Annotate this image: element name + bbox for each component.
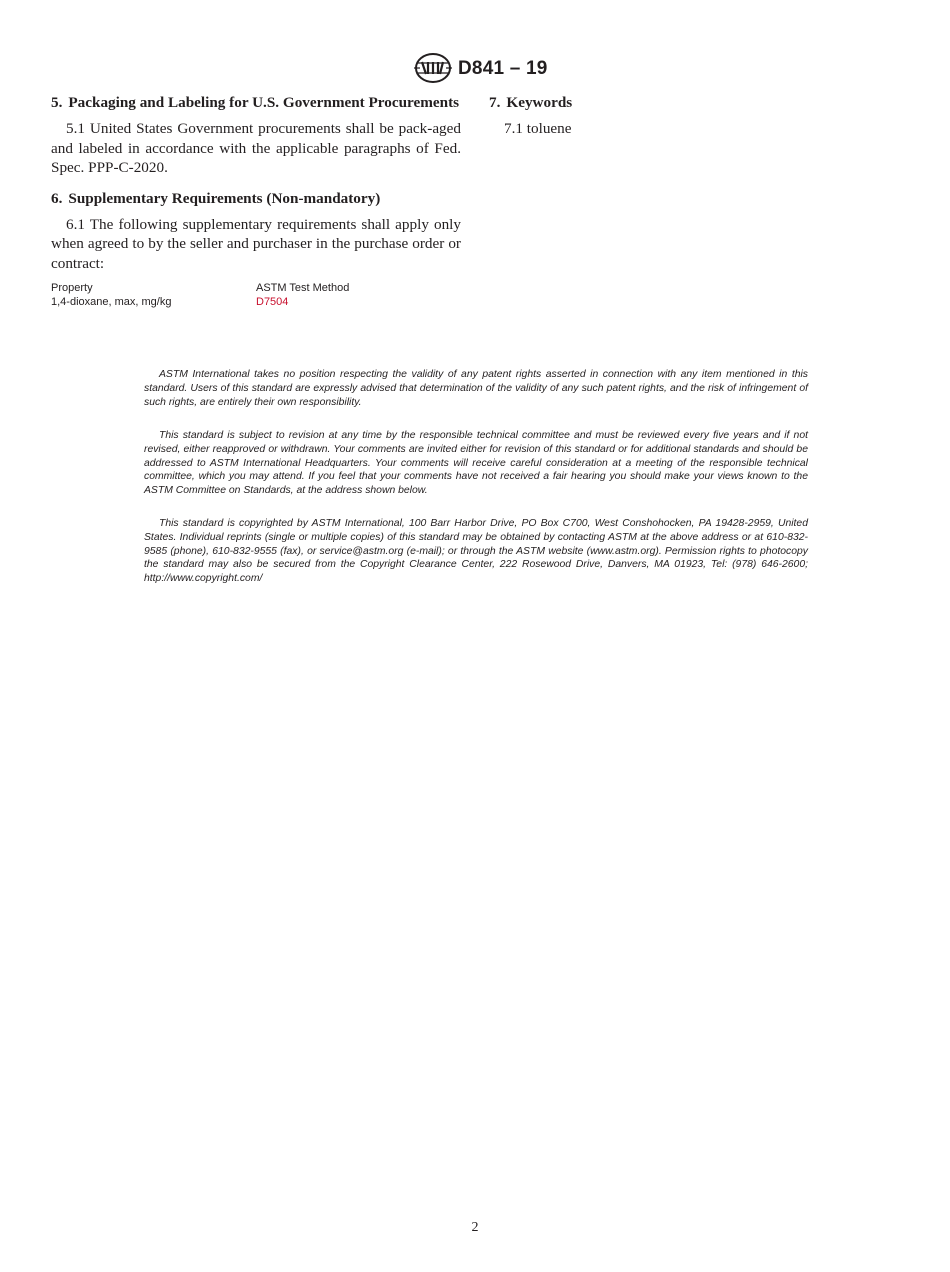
section-6-heading	[51, 189, 461, 208]
table-cell-test-method-link[interactable]: D7504	[256, 296, 289, 308]
section-7-paragraph: 7.1 toluene	[504, 120, 572, 137]
page-header	[0, 52, 950, 86]
section-6-paragraph: 6.1 The following supplementary requirements shall apply only when agreed to by the seller and purchaser in the purchase order or contract:	[51, 215, 461, 272]
table-header-property: Property	[51, 282, 93, 294]
patent-notice: ASTM International takes no position respecting the validity of any patent rights asserted in connection with any item mentioned in this standard. Users of this standard are expressly advised that determination of the validity of any such patent rights, and the risk of infringement of such rights, are entirely their own responsibility.	[144, 369, 808, 408]
section-5-heading	[51, 93, 461, 112]
section-5-number: 5.	[51, 94, 63, 111]
copyright-notice: This standard is copyrighted by ASTM International, 100 Barr Harbor Drive, PO Box C700, West Conshohocken, PA 19428-2959, United States. Individual reprints (single or multiple copies) of this standard may be obtained by contacting ASTM at the above address or at 610-832-9585 (phone), 610-832-9555 (fax), or service@astm.org (e-mail); or through the ASTM website (www.astm.org). Permission rights to photocopy the standard may also be secured from the Copyright Clearance Center, 222 Rosewood Drive, Danvers, MA 01923, Tel: (978) 646-2600; http://www.copyright.com/	[144, 518, 808, 585]
table-header-test-method: ASTM Test Method	[256, 282, 350, 294]
section-7-heading	[489, 93, 869, 112]
section-6-number: 6.	[51, 189, 63, 207]
right-column	[489, 93, 869, 139]
section-7-number: 7.	[489, 94, 501, 111]
standard-designation: D841 – 19	[458, 58, 548, 79]
section-6-title: Supplementary Requirements (Non-mandatory)	[68, 189, 381, 207]
page-number: 2	[471, 1220, 479, 1235]
astm-logo-icon	[412, 52, 454, 84]
supplementary-requirements-table	[51, 281, 349, 309]
table-header-row	[51, 281, 349, 295]
table-row	[51, 295, 349, 309]
table-cell-property: 1,4-dioxane, max, mg/kg	[51, 296, 172, 308]
section-5-title: Packaging and Labeling for U.S. Government Procurements	[68, 94, 460, 111]
section-5-paragraph: 5.1 United States Government procurements shall be pack-aged and labeled in accordance with the applicable paragraphs of Fed. Spec. PPP-C-2020.	[51, 120, 461, 176]
revision-notice: This standard is subject to revision at any time by the responsible technical committee and must be reviewed every five years and if not revised, either reapproved or withdrawn. Your comments are invited either for revision of this standard or for additional standards and should be addressed to ASTM International Headquarters. Your comments will receive careful consideration at a meeting of the responsible technical committee, which you may attend. If you feel that your comments have not received a fair hearing you should make your views known to the ASTM Committee on Standards, at the address shown below.	[144, 430, 808, 497]
section-7-title: Keywords	[506, 94, 573, 111]
left-column	[51, 93, 461, 309]
